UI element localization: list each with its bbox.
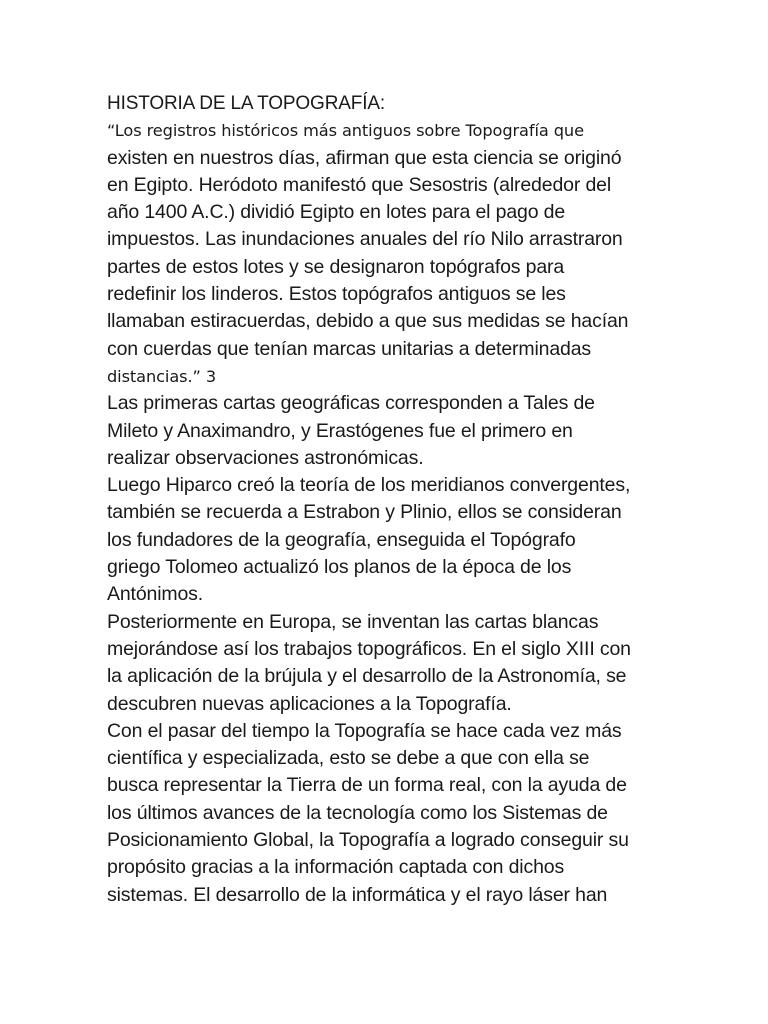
- text-line: Posicionamiento Global, la Topografía a logrado conseguir su: [107, 829, 629, 852]
- text-line: los últimos avances de la tecnología como los Sistemas de: [107, 801, 608, 824]
- text-line: existen en nuestros días, afirman que esta ciencia se originó: [107, 146, 622, 169]
- text-line: año 1400 A.C.) dividió Egipto en lotes para el pago de: [107, 201, 566, 224]
- text-line: también se recuerda a Estrabon y Plinio, ellos se consideran: [107, 501, 622, 524]
- document-heading: HISTORIA DE LA TOPOGRAFÍA:: [107, 93, 386, 114]
- text-line: partes de estos lotes y se designaron topógrafos para: [107, 255, 565, 278]
- text-line: Posteriormente en Europa, se inventan las cartas blancas: [107, 610, 599, 633]
- text-line: descubren nuevas aplicaciones a la Topografía.: [107, 692, 512, 715]
- text-line: Con el pasar del tiempo la Topografía se hace cada vez más: [107, 719, 622, 742]
- text-line: busca representar la Tierra de un forma real, con la ayuda de: [107, 774, 627, 797]
- text-line: redefinir los linderos. Estos topógrafos antiguos se les: [107, 283, 566, 306]
- text-line: científica y especializada, esto se debe a que con ella se: [107, 747, 590, 770]
- text-line: mejorándose así los trabajos topográficos. En el siglo XIII con: [107, 637, 631, 660]
- text-line: [107, 363, 667, 390]
- text-line: Antónimos.: [107, 583, 204, 606]
- text-line: griego Tolomeo actualizó los planos de la época de los: [107, 556, 572, 579]
- text-line: llamaban estiracuerdas, debido a que sus medidas se hacían: [107, 310, 629, 333]
- quote-end-word: distancias.” 3: [107, 366, 217, 386]
- text-line: sistemas. El desarrollo de la informática y el rayo láser han: [107, 883, 608, 906]
- text-line: propósito gracias a la información captada con dichos: [107, 856, 565, 879]
- document-text: [107, 90, 667, 909]
- text-line: Las primeras cartas geográficas corresponden a Tales de: [107, 392, 595, 415]
- text-line: la aplicación de la brújula y el desarrollo de la Astronomía, se: [107, 665, 627, 688]
- text-line: en Egipto. Heródoto manifestó que Sesostris (alrededor del: [107, 173, 612, 196]
- text-line: con cuerdas que tenían marcas unitarias a determinadas: [107, 337, 592, 360]
- text-line: “Los registros históricos más antiguos sobre Topografía que: [107, 121, 584, 141]
- text-line: Luego Hiparco creó la teoría de los meridianos convergentes,: [107, 474, 631, 497]
- text-line: impuestos. Las inundaciones anuales del río Nilo arrastraron: [107, 228, 623, 251]
- text-line: Mileto y Anaximandro, y Erastógenes fue el primero en: [107, 419, 573, 442]
- text-line: los fundadores de la geografía, enseguida el Topógrafo: [107, 528, 576, 551]
- text-line: realizar observaciones astronómicas.: [107, 446, 424, 469]
